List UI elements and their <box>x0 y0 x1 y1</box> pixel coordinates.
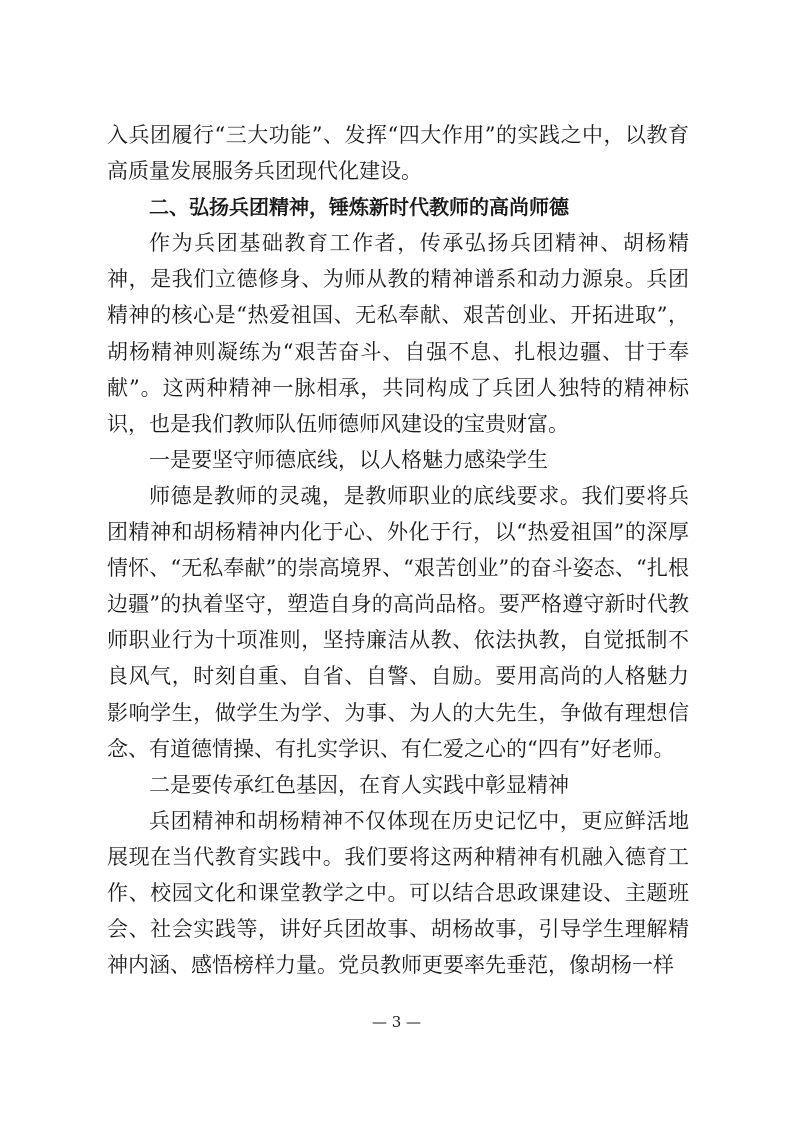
paragraph-body: 师德是教师的灵魂，是教师职业的底线要求。我们要将兵团精神和胡杨精神内化于心、外化于行，以“热爱祖国”的深厚情怀、“无私奉献”的崇高境界、“艰苦创业”的奋斗姿态、“扎根边疆”的执着坚守，塑造自身的高尚品格。要严格遵守新时代教师职业行为十项准则，坚持廉洁从教、依法执教，自觉抵制不良风气，时刻自重、自省、自警、自励。要用高尚的人格魅力影响学生，做学生为学、为事、为人的大先生，争做有理想信念、有道德情操、有扎实学识、有仁爱之心的“四有”好老师。 <box>107 483 689 761</box>
body-text <box>107 117 689 983</box>
subheading: 二是要传承红色基因，在育人实践中彰显精神 <box>149 772 569 797</box>
subheading: 一是要坚守师德底线，以人格魅力感染学生 <box>149 447 548 472</box>
paragraph-continuation: 入兵团履行“三大功能”、发挥“四大作用”的实践之中，以教育高质量发展服务兵团现代化建设。 <box>107 123 689 184</box>
paragraph-body: 作为兵团基础教育工作者，传承弘扬兵团精神、胡杨精神，是我们立德修身、为师从教的精神谱系和动力源泉。兵团精神的核心是“热爱祖国、无私奉献、艰苦创业、开拓进取”，胡杨精神则凝练为“艰苦奋斗、自强不息、扎根边疆、甘于奉献”。这两种精神一脉相承，共同构成了兵团人独特的精神标识，也是我们教师队伍师德师风建设的宝贵财富。 <box>107 231 689 436</box>
paragraph-body: 兵团精神和胡杨精神不仅体现在历史记忆中，更应鲜活地展现在当代教育实践中。我们要将这两种精神有机融入德育工作、校园文化和课堂教学之中。可以结合思政课建设、主题班会、社会实践等，讲好兵团故事、胡杨故事，引导学生理解精神内涵、感悟榜样力量。党员教师更要率先垂范，像胡杨一样 <box>107 808 689 978</box>
page-number: — 3 — <box>371 1013 422 1031</box>
section-heading: 二、弘扬兵团精神，锤炼新时代教师的高尚师德 <box>149 195 569 220</box>
